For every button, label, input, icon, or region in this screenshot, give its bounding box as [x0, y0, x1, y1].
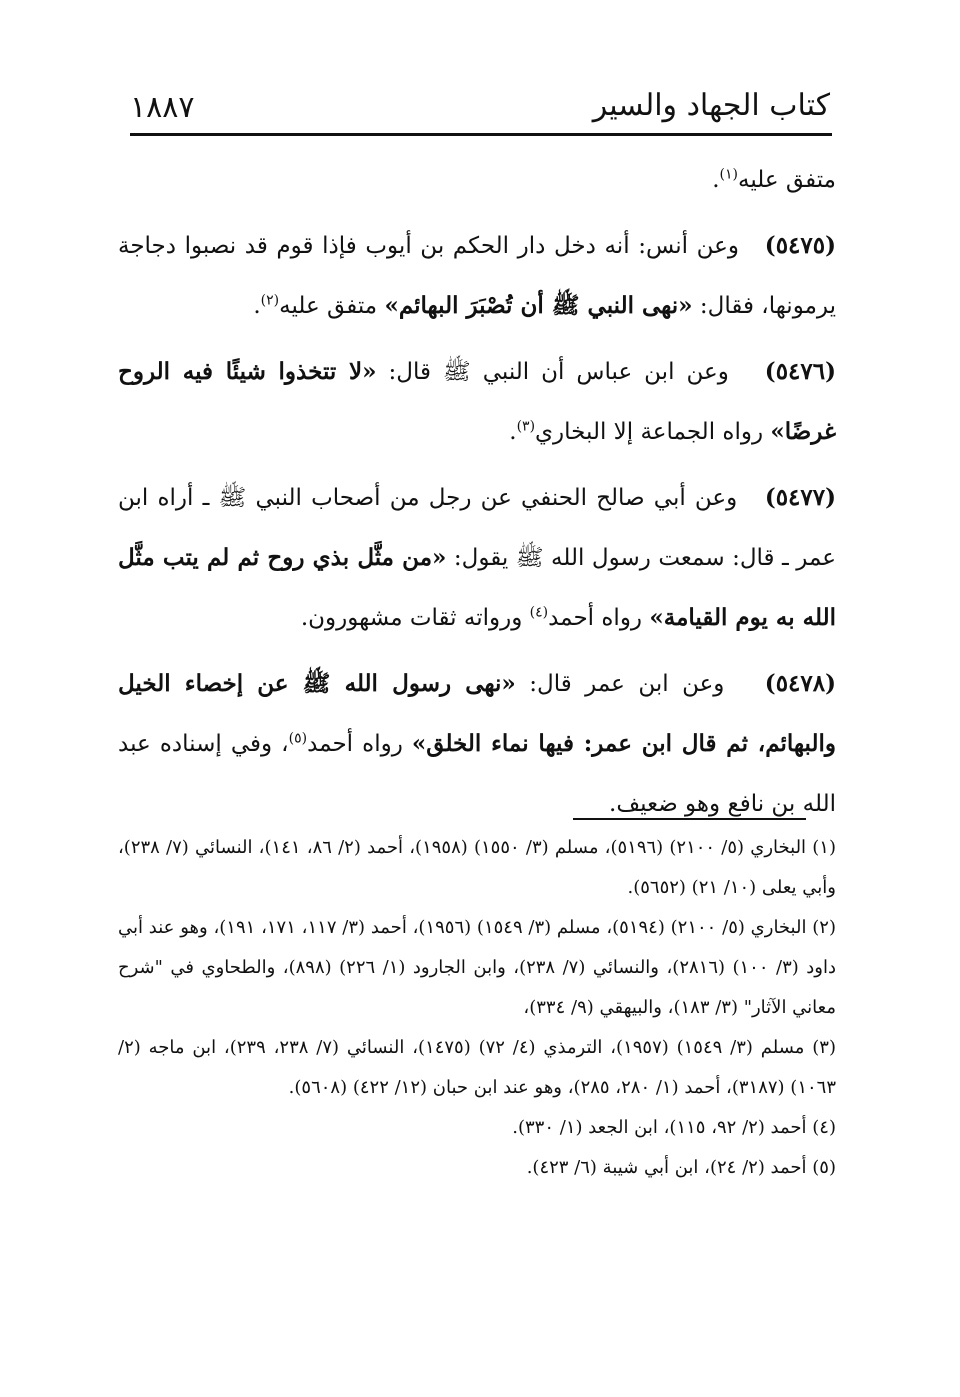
footnote-item: (٢) البخاري (٥/ ٢١٠٠) (٥١٩٤)، مسلم (٣/ ١٥٤٩) (١٩٥٦)، أحمد (٣/ ١١٧، ١٧١، ١٩١)، وهو عند أبي داود (٣/ ١٠٠) (٢٨١٦)، والنسائي (٧/ ٢٣٨)، وابن الجارود (١/ ٢٢٦) (٨٩٨)، والطحاوي في "شرح معاني الآثار" (٣/ ١٨٣)، والبيهقي (٩/ ٣٣٤)،	[118, 917, 836, 1018]
paragraph-text: .	[712, 167, 720, 193]
footnotes	[118, 828, 836, 1188]
hadith-paragraph	[118, 216, 836, 336]
paragraph-text: رواه الجماعة إلا البخاري	[535, 419, 771, 445]
paragraph-text: متفق عليه	[279, 293, 385, 319]
hadith-quote: «من مثَّل بذي روح ثم لم يتب مثَّل الله به يوم القيامة»	[118, 544, 836, 631]
paragraph-text: وعن ابن عمر قال:	[515, 671, 725, 697]
footnote-ref: (٣)	[516, 418, 536, 435]
paragraph-text: ورواته ثقات مشهورون.	[300, 605, 530, 631]
footnote-ref: (٢)	[260, 292, 280, 309]
footnote-ref: (٤)	[529, 604, 549, 621]
paragraph-text: رواه أحمد	[548, 605, 650, 631]
hadith-quote: «لا تتخذوا شيئًا فيه الروح غرضًا»	[118, 358, 836, 445]
chapter-title: كتاب الجهاد والسير	[592, 88, 830, 123]
footnote-item: (٥) أحمد (٢/ ٢٤)، ابن أبي شيبة (٦/ ٤٢٣).	[526, 1157, 836, 1178]
footnote-item: (١) البخاري (٥/ ٢١٠٠) (٥١٩٦)، مسلم (٣/ ١٥٥٠) (١٩٥٨)، أحمد (٢/ ٨٦، ١٤١)، النسائي (٧/ ٢٣٨)، وأبي يعلى (١٠/ ٢١) (٥٦٥٢).	[118, 837, 836, 898]
paragraph-text: .	[509, 419, 517, 445]
paragraph-text: وعن ابن عباس أن النبي ﷺ قال:	[376, 359, 729, 385]
paragraph-continuation	[118, 150, 836, 210]
hadith-number: (٥٤٧٨)	[764, 670, 836, 697]
hadith-paragraph	[118, 342, 836, 462]
hadith-number: (٥٤٧٧)	[764, 484, 837, 511]
main-text	[118, 150, 836, 834]
paragraph-text: رواه أحمد	[307, 731, 412, 757]
hadith-quote: «نهى النبي ﷺ أن تُصْبَرَ البهائم»	[384, 292, 693, 319]
header-divider	[130, 133, 832, 136]
hadith-number: (٥٤٧٥)	[764, 232, 836, 259]
hadith-paragraph	[118, 654, 836, 834]
hadith-number: (٥٤٧٦)	[764, 358, 836, 385]
paragraph-text: .	[253, 293, 261, 319]
hadith-paragraph	[118, 468, 836, 648]
page-number: ١٨٨٧	[130, 90, 195, 125]
footnote-ref: (٥)	[288, 730, 308, 747]
paragraph-text: وعن أنس: أنه دخل دار الحكم بن أيوب فإذا قوم قد نصبوا دجاجة يرمونها، فقال:	[118, 233, 836, 319]
paragraph-text: متفق عليه	[738, 167, 836, 193]
footnote-divider	[573, 818, 806, 820]
paragraph-text: وعن أبي صالح الحنفي عن رجل من أصحاب النبي ﷺ ـ أراه ابن عمر ـ قال: سمعت رسول الله ﷺ يقول:	[118, 485, 836, 571]
hadith-quote: «نهى رسول الله ﷺ عن إخصاء الخيل والبهائم، ثم قال ابن عمر: فيها نماء الخلق»	[118, 670, 836, 757]
page-header	[130, 88, 830, 132]
paragraph-text: ، وفي إسناده عبد الله بن نافع وهو ضعيف.	[118, 731, 836, 817]
footnote-item: (٣) مسلم (٣/ ١٥٤٩) (١٩٥٧)، الترمذي (٤/ ٧٢) (١٤٧٥)، النسائي (٧/ ٢٣٨، ٢٣٩)، ابن ماجه (٢/ ١٠٦٣) (٣١٨٧)، أحمد (١/ ٢٨٠، ٢٨٥)، وهو عند ابن حبان (١٢/ ٤٢٢) (٥٦٠٨).	[118, 1037, 836, 1098]
footnote-item: (٤) أحمد (٢/ ٩٢، ١١٥)، ابن الجعد (١/ ٣٣٠).	[512, 1117, 836, 1138]
footnote-ref: (١)	[719, 166, 738, 183]
